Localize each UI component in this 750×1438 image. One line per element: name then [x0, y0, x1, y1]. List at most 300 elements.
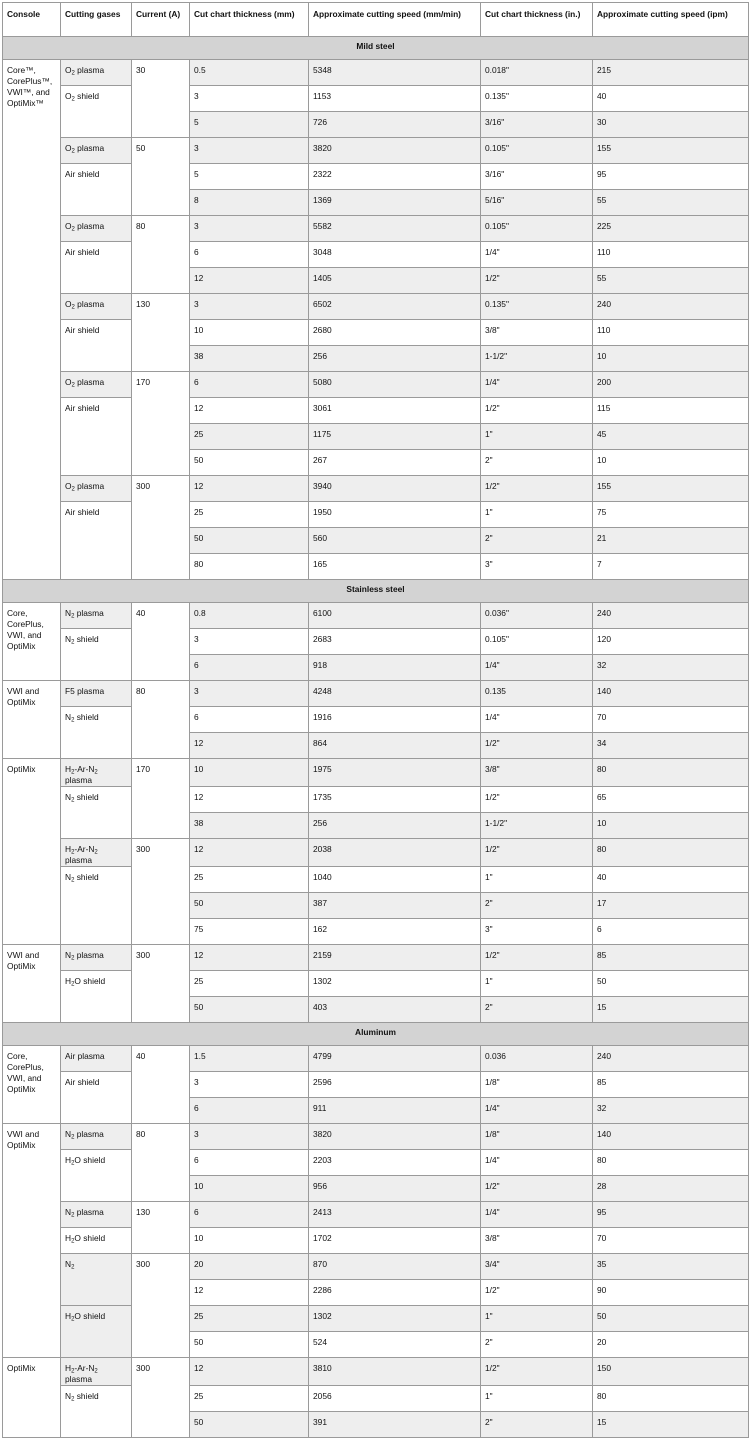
table-row	[3, 629, 749, 655]
thickness-in-cell: 0.036"	[481, 603, 593, 629]
current-cell: 50	[132, 138, 190, 216]
current-cell: 170	[132, 759, 190, 839]
speed-mm-min-cell: 2286	[309, 1280, 481, 1306]
thickness-mm-cell: 10	[190, 759, 309, 787]
speed-mm-min-cell: 3940	[309, 476, 481, 502]
current-cell: 80	[132, 681, 190, 759]
thickness-mm-cell: 1.5	[190, 1046, 309, 1072]
thickness-in-cell: 0.135"	[481, 294, 593, 320]
table-row	[3, 971, 749, 997]
table-row	[3, 1228, 749, 1254]
table-row	[3, 398, 749, 424]
thickness-in-cell: 2"	[481, 1332, 593, 1358]
speed-mm-min-cell: 864	[309, 733, 481, 759]
cutting-gas-cell: Air shield	[61, 320, 132, 372]
speed-mm-min-cell: 4799	[309, 1046, 481, 1072]
speed-ipm-cell: 21	[593, 528, 749, 554]
speed-mm-min-cell: 387	[309, 893, 481, 919]
thickness-mm-cell: 25	[190, 502, 309, 528]
speed-mm-min-cell: 1302	[309, 1306, 481, 1332]
thickness-in-cell: 3/8"	[481, 320, 593, 346]
thickness-mm-cell: 5	[190, 112, 309, 138]
speed-ipm-cell: 6	[593, 919, 749, 945]
speed-mm-min-cell: 1040	[309, 867, 481, 893]
section-header-row	[3, 580, 749, 603]
current-cell: 80	[132, 216, 190, 294]
cutting-gas-cell: $O_2$ plasma	[61, 216, 132, 242]
speed-mm-min-cell: 5080	[309, 372, 481, 398]
header-console: Console	[3, 3, 61, 37]
speed-ipm-cell: 10	[593, 346, 749, 372]
speed-mm-min-cell: 6502	[309, 294, 481, 320]
speed-ipm-cell: 85	[593, 1072, 749, 1098]
speed-ipm-cell: 95	[593, 1202, 749, 1228]
thickness-mm-cell: 25	[190, 971, 309, 997]
speed-mm-min-cell: 2159	[309, 945, 481, 971]
console-cell: OptiMix	[3, 1358, 61, 1438]
thickness-in-cell: 1/4"	[481, 1098, 593, 1124]
speed-ipm-cell: 215	[593, 60, 749, 86]
table-row	[3, 787, 749, 813]
speed-mm-min-cell: 560	[309, 528, 481, 554]
speed-ipm-cell: 155	[593, 138, 749, 164]
cutting-gas-cell: Air shield	[61, 242, 132, 294]
thickness-mm-cell: 0.8	[190, 603, 309, 629]
speed-ipm-cell: 15	[593, 1412, 749, 1438]
thickness-in-cell: 1-1/2"	[481, 813, 593, 839]
thickness-mm-cell: 3	[190, 1072, 309, 1098]
speed-ipm-cell: 80	[593, 1386, 749, 1412]
header-row	[3, 3, 749, 37]
speed-mm-min-cell: 165	[309, 554, 481, 580]
speed-mm-min-cell: 911	[309, 1098, 481, 1124]
thickness-mm-cell: 12	[190, 476, 309, 502]
thickness-in-cell: 1/2"	[481, 398, 593, 424]
thickness-in-cell: 1/8"	[481, 1124, 593, 1150]
speed-ipm-cell: 7	[593, 554, 749, 580]
thickness-mm-cell: 6	[190, 1098, 309, 1124]
thickness-in-cell: 0.036	[481, 1046, 593, 1072]
speed-mm-min-cell: 3810	[309, 1358, 481, 1386]
speed-mm-min-cell: 3048	[309, 242, 481, 268]
cutting-gas-cell: $H_2O$ shield	[61, 1306, 132, 1358]
speed-ipm-cell: 95	[593, 164, 749, 190]
thickness-mm-cell: 50	[190, 997, 309, 1023]
table-row	[3, 1046, 749, 1072]
thickness-mm-cell: 6	[190, 1202, 309, 1228]
table-row	[3, 476, 749, 502]
table-row	[3, 86, 749, 112]
current-cell: 300	[132, 839, 190, 945]
thickness-in-cell: 1/2"	[481, 1358, 593, 1386]
header-speed-mm-min: Approximate cutting speed (mm/min)	[309, 3, 481, 37]
cutting-gas-cell: $N_2$ shield	[61, 787, 132, 839]
thickness-in-cell: 0.105"	[481, 216, 593, 242]
cutting-gas-cell: $N_2$ plasma	[61, 1124, 132, 1150]
thickness-mm-cell: 6	[190, 372, 309, 398]
thickness-in-cell: 3/4"	[481, 1254, 593, 1280]
thickness-mm-cell: 75	[190, 919, 309, 945]
thickness-mm-cell: 6	[190, 242, 309, 268]
thickness-mm-cell: 3	[190, 294, 309, 320]
speed-ipm-cell: 110	[593, 320, 749, 346]
cutting-gas-cell: $O_2$ shield	[61, 86, 132, 138]
thickness-mm-cell: 25	[190, 1306, 309, 1332]
thickness-in-cell: 1"	[481, 1306, 593, 1332]
thickness-mm-cell: 20	[190, 1254, 309, 1280]
speed-ipm-cell: 70	[593, 1228, 749, 1254]
speed-mm-min-cell: 2038	[309, 839, 481, 867]
speed-mm-min-cell: 4248	[309, 681, 481, 707]
thickness-mm-cell: 3	[190, 138, 309, 164]
speed-mm-min-cell: 1916	[309, 707, 481, 733]
speed-ipm-cell: 28	[593, 1176, 749, 1202]
cutting-gas-cell: $H_2O$ shield	[61, 1150, 132, 1202]
speed-ipm-cell: 70	[593, 707, 749, 733]
current-cell: 80	[132, 1124, 190, 1202]
cutting-gas-cell: $O_2$ plasma	[61, 138, 132, 164]
cutting-gas-cell: $N_2$ plasma	[61, 1202, 132, 1228]
thickness-in-cell: 1/2"	[481, 476, 593, 502]
cutting-gas-cell: Air plasma	[61, 1046, 132, 1072]
thickness-in-cell: 1/2"	[481, 787, 593, 813]
thickness-in-cell: 1/2"	[481, 733, 593, 759]
thickness-in-cell: 1"	[481, 424, 593, 450]
cutting-gas-cell: F5 plasma	[61, 681, 132, 707]
speed-mm-min-cell: 3820	[309, 1124, 481, 1150]
speed-ipm-cell: 240	[593, 1046, 749, 1072]
thickness-in-cell: 1/2"	[481, 268, 593, 294]
console-cell: OptiMix	[3, 759, 61, 945]
speed-ipm-cell: 150	[593, 1358, 749, 1386]
header-thickness-mm: Cut chart thickness (mm)	[190, 3, 309, 37]
cutting-gas-cell: $N_2$ plasma	[61, 603, 132, 629]
thickness-in-cell: 3/8"	[481, 1228, 593, 1254]
speed-mm-min-cell: 403	[309, 997, 481, 1023]
cutting-gas-cell: $H_2O$ shield	[61, 1228, 132, 1254]
thickness-in-cell: 1/8"	[481, 1072, 593, 1098]
table-body	[3, 37, 749, 1438]
current-cell: 300	[132, 1358, 190, 1438]
speed-mm-min-cell: 1369	[309, 190, 481, 216]
speed-ipm-cell: 30	[593, 112, 749, 138]
current-cell: 130	[132, 1202, 190, 1254]
table-row	[3, 1202, 749, 1228]
speed-mm-min-cell: 1153	[309, 86, 481, 112]
speed-ipm-cell: 20	[593, 1332, 749, 1358]
speed-ipm-cell: 240	[593, 603, 749, 629]
table-row	[3, 320, 749, 346]
current-cell: 170	[132, 372, 190, 476]
thickness-mm-cell: 12	[190, 1358, 309, 1386]
thickness-mm-cell: 50	[190, 893, 309, 919]
section-title: Aluminum	[3, 1023, 749, 1046]
thickness-in-cell: 1/4"	[481, 372, 593, 398]
speed-mm-min-cell: 162	[309, 919, 481, 945]
thickness-in-cell: 1"	[481, 1386, 593, 1412]
table-row	[3, 372, 749, 398]
section-title: Stainless steel	[3, 580, 749, 603]
thickness-mm-cell: 25	[190, 1386, 309, 1412]
thickness-in-cell: 0.105"	[481, 629, 593, 655]
thickness-in-cell: 3/16"	[481, 164, 593, 190]
current-cell: 300	[132, 1254, 190, 1358]
thickness-mm-cell: 38	[190, 346, 309, 372]
speed-mm-min-cell: 256	[309, 346, 481, 372]
cutting-gas-cell: $H_2-Ar-N_2$ plasma	[61, 759, 132, 787]
thickness-in-cell: 1/4"	[481, 707, 593, 733]
table-row	[3, 707, 749, 733]
speed-ipm-cell: 140	[593, 681, 749, 707]
thickness-mm-cell: 12	[190, 839, 309, 867]
table-row	[3, 867, 749, 893]
thickness-mm-cell: 12	[190, 733, 309, 759]
thickness-mm-cell: 12	[190, 268, 309, 294]
table-row	[3, 1254, 749, 1280]
console-cell: Core™, CorePlus™, VWI™, and OptiMix™	[3, 60, 61, 580]
section-header-row	[3, 37, 749, 60]
speed-mm-min-cell: 1405	[309, 268, 481, 294]
thickness-in-cell: 2"	[481, 1412, 593, 1438]
speed-ipm-cell: 80	[593, 1150, 749, 1176]
speed-mm-min-cell: 2322	[309, 164, 481, 190]
speed-ipm-cell: 40	[593, 867, 749, 893]
speed-ipm-cell: 80	[593, 759, 749, 787]
table-row	[3, 839, 749, 867]
header-speed-ipm: Approximate cutting speed (ipm)	[593, 3, 749, 37]
thickness-mm-cell: 6	[190, 1150, 309, 1176]
cut-chart-table	[2, 2, 749, 1438]
cutting-gas-cell: $N_2$ shield	[61, 629, 132, 681]
speed-mm-min-cell: 3061	[309, 398, 481, 424]
table-row	[3, 945, 749, 971]
speed-ipm-cell: 50	[593, 1306, 749, 1332]
thickness-mm-cell: 3	[190, 1124, 309, 1150]
console-cell: VWI and OptiMix	[3, 1124, 61, 1358]
header-current: Current (A)	[132, 3, 190, 37]
speed-mm-min-cell: 5348	[309, 60, 481, 86]
table-row	[3, 681, 749, 707]
cutting-gas-cell: Air shield	[61, 398, 132, 476]
thickness-in-cell: 1/4"	[481, 655, 593, 681]
speed-mm-min-cell: 870	[309, 1254, 481, 1280]
thickness-mm-cell: 50	[190, 528, 309, 554]
thickness-mm-cell: 80	[190, 554, 309, 580]
thickness-mm-cell: 12	[190, 1280, 309, 1306]
speed-mm-min-cell: 2680	[309, 320, 481, 346]
speed-ipm-cell: 65	[593, 787, 749, 813]
speed-ipm-cell: 15	[593, 997, 749, 1023]
table-row	[3, 294, 749, 320]
current-cell: 30	[132, 60, 190, 138]
table-row	[3, 502, 749, 528]
thickness-in-cell: 3"	[481, 919, 593, 945]
console-cell: Core, CorePlus, VWI, and OptiMix	[3, 603, 61, 681]
thickness-mm-cell: 10	[190, 320, 309, 346]
thickness-mm-cell: 3	[190, 216, 309, 242]
speed-mm-min-cell: 3820	[309, 138, 481, 164]
speed-mm-min-cell: 256	[309, 813, 481, 839]
thickness-in-cell: 1/2"	[481, 1280, 593, 1306]
speed-mm-min-cell: 1975	[309, 759, 481, 787]
thickness-mm-cell: 10	[190, 1228, 309, 1254]
speed-mm-min-cell: 2596	[309, 1072, 481, 1098]
thickness-mm-cell: 3	[190, 86, 309, 112]
cutting-gas-cell: $O_2$ plasma	[61, 476, 132, 502]
cutting-gas-cell: $O_2$ plasma	[61, 294, 132, 320]
table-row	[3, 1072, 749, 1098]
thickness-in-cell: 3"	[481, 554, 593, 580]
speed-ipm-cell: 85	[593, 945, 749, 971]
cutting-gas-cell: $H_2-Ar-N_2$ plasma	[61, 839, 132, 867]
table-row	[3, 759, 749, 787]
thickness-mm-cell: 12	[190, 945, 309, 971]
thickness-in-cell: 3/8"	[481, 759, 593, 787]
thickness-in-cell: 1-1/2"	[481, 346, 593, 372]
speed-mm-min-cell: 6100	[309, 603, 481, 629]
thickness-in-cell: 5/16"	[481, 190, 593, 216]
table-row	[3, 138, 749, 164]
speed-ipm-cell: 225	[593, 216, 749, 242]
thickness-mm-cell: 0.5	[190, 60, 309, 86]
cutting-gas-cell: $N_2$ shield	[61, 867, 132, 945]
thickness-mm-cell: 50	[190, 1412, 309, 1438]
current-cell: 40	[132, 1046, 190, 1124]
speed-ipm-cell: 50	[593, 971, 749, 997]
thickness-in-cell: 1/2"	[481, 1176, 593, 1202]
thickness-in-cell: 2"	[481, 528, 593, 554]
thickness-in-cell: 3/16"	[481, 112, 593, 138]
thickness-mm-cell: 8	[190, 190, 309, 216]
speed-ipm-cell: 200	[593, 372, 749, 398]
thickness-in-cell: 2"	[481, 450, 593, 476]
cutting-gas-cell: $O_2$ plasma	[61, 372, 132, 398]
speed-mm-min-cell: 1302	[309, 971, 481, 997]
console-cell: VWI and OptiMix	[3, 945, 61, 1023]
speed-ipm-cell: 32	[593, 655, 749, 681]
speed-mm-min-cell: 918	[309, 655, 481, 681]
table-row	[3, 1306, 749, 1332]
thickness-in-cell: 1/4"	[481, 1150, 593, 1176]
thickness-mm-cell: 3	[190, 681, 309, 707]
current-cell: 300	[132, 945, 190, 1023]
speed-mm-min-cell: 267	[309, 450, 481, 476]
speed-mm-min-cell: 956	[309, 1176, 481, 1202]
current-cell: 300	[132, 476, 190, 580]
thickness-in-cell: 2"	[481, 997, 593, 1023]
section-title: Mild steel	[3, 37, 749, 60]
table-row	[3, 164, 749, 190]
cutting-gas-cell: $H_2-Ar-N_2$ plasma	[61, 1358, 132, 1386]
speed-mm-min-cell: 1175	[309, 424, 481, 450]
thickness-mm-cell: 5	[190, 164, 309, 190]
speed-mm-min-cell: 391	[309, 1412, 481, 1438]
speed-ipm-cell: 240	[593, 294, 749, 320]
thickness-mm-cell: 6	[190, 655, 309, 681]
thickness-in-cell: 1/4"	[481, 1202, 593, 1228]
cutting-gas-cell: $N_2$ plasma	[61, 945, 132, 971]
table-row	[3, 1124, 749, 1150]
speed-ipm-cell: 17	[593, 893, 749, 919]
current-cell: 130	[132, 294, 190, 372]
speed-mm-min-cell: 1735	[309, 787, 481, 813]
speed-mm-min-cell: 2056	[309, 1386, 481, 1412]
section-header-row	[3, 1023, 749, 1046]
thickness-in-cell: 1"	[481, 502, 593, 528]
speed-ipm-cell: 115	[593, 398, 749, 424]
speed-ipm-cell: 45	[593, 424, 749, 450]
cutting-gas-cell: $N_2$	[61, 1254, 132, 1306]
cutting-gas-cell: Air shield	[61, 164, 132, 216]
thickness-in-cell: 2"	[481, 893, 593, 919]
speed-ipm-cell: 90	[593, 1280, 749, 1306]
thickness-in-cell: 1/2"	[481, 945, 593, 971]
thickness-mm-cell: 12	[190, 398, 309, 424]
cutting-gas-cell: Air shield	[61, 1072, 132, 1124]
speed-ipm-cell: 75	[593, 502, 749, 528]
thickness-in-cell: 0.105"	[481, 138, 593, 164]
header-thickness-in: Cut chart thickness (in.)	[481, 3, 593, 37]
thickness-mm-cell: 25	[190, 424, 309, 450]
speed-mm-min-cell: 2683	[309, 629, 481, 655]
speed-ipm-cell: 40	[593, 86, 749, 112]
speed-ipm-cell: 35	[593, 1254, 749, 1280]
thickness-in-cell: 1/2"	[481, 839, 593, 867]
table-row	[3, 242, 749, 268]
thickness-in-cell: 0.018"	[481, 60, 593, 86]
thickness-mm-cell: 10	[190, 1176, 309, 1202]
thickness-in-cell: 1"	[481, 867, 593, 893]
speed-mm-min-cell: 1702	[309, 1228, 481, 1254]
thickness-mm-cell: 3	[190, 629, 309, 655]
thickness-mm-cell: 25	[190, 867, 309, 893]
speed-ipm-cell: 80	[593, 839, 749, 867]
speed-mm-min-cell: 2413	[309, 1202, 481, 1228]
speed-ipm-cell: 140	[593, 1124, 749, 1150]
cutting-gas-cell: Air shield	[61, 502, 132, 580]
cutting-gas-cell: $H_2O$ shield	[61, 971, 132, 1023]
thickness-mm-cell: 50	[190, 450, 309, 476]
speed-ipm-cell: 55	[593, 190, 749, 216]
thickness-in-cell: 1"	[481, 971, 593, 997]
speed-ipm-cell: 120	[593, 629, 749, 655]
table-row	[3, 216, 749, 242]
cutting-gas-cell: $N_2$ shield	[61, 707, 132, 759]
speed-mm-min-cell: 1950	[309, 502, 481, 528]
console-cell: Core, CorePlus, VWI, and OptiMix	[3, 1046, 61, 1124]
thickness-mm-cell: 38	[190, 813, 309, 839]
speed-mm-min-cell: 2203	[309, 1150, 481, 1176]
current-cell: 40	[132, 603, 190, 681]
thickness-mm-cell: 50	[190, 1332, 309, 1358]
table-row	[3, 603, 749, 629]
speed-ipm-cell: 32	[593, 1098, 749, 1124]
speed-ipm-cell: 110	[593, 242, 749, 268]
cutting-gas-cell: $N_2$ shield	[61, 1386, 132, 1438]
cutting-gas-cell: $O_2$ plasma	[61, 60, 132, 86]
speed-ipm-cell: 10	[593, 813, 749, 839]
speed-ipm-cell: 34	[593, 733, 749, 759]
table-row	[3, 1358, 749, 1386]
table-header	[3, 3, 749, 37]
thickness-in-cell: 1/4"	[481, 242, 593, 268]
speed-ipm-cell: 10	[593, 450, 749, 476]
thickness-in-cell: 0.135	[481, 681, 593, 707]
thickness-in-cell: 0.135"	[481, 86, 593, 112]
table-row	[3, 60, 749, 86]
speed-mm-min-cell: 5582	[309, 216, 481, 242]
console-cell: VWI and OptiMix	[3, 681, 61, 759]
